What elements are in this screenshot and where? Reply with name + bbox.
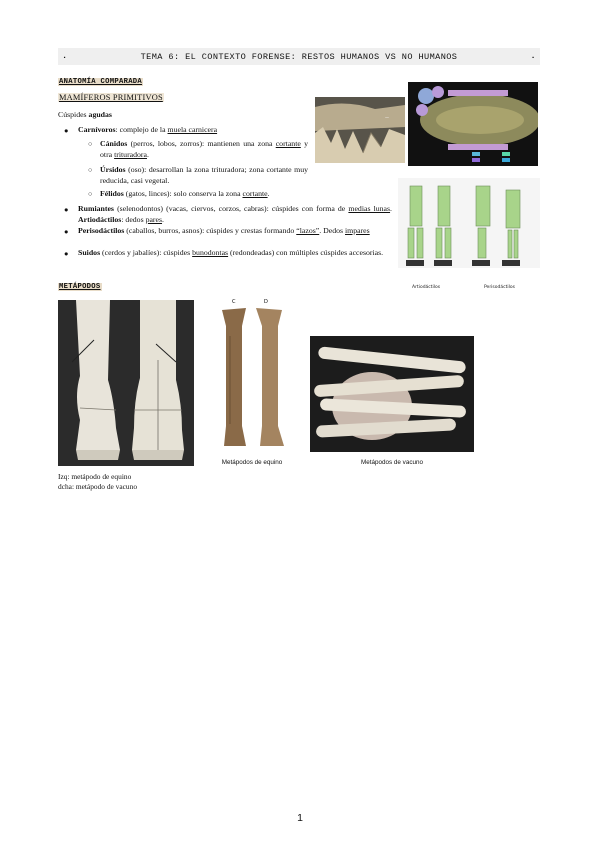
text-perisodactilos-2: . Dedos	[319, 226, 345, 235]
header-dot-right: .	[530, 51, 536, 61]
text-carnivoros: : complejo de la	[115, 125, 168, 134]
list-item-perisodactilos	[78, 226, 392, 237]
text-ursidos: (oso): desarrollan la zona trituradora; zona cortante muy reducida, casi vegetal.	[100, 165, 308, 185]
caption-left-2: dcha: metápodo de vacuno	[58, 482, 138, 491]
bullet-dot: ●	[64, 205, 69, 214]
document-header	[58, 48, 540, 65]
list-item-suidos	[78, 248, 392, 259]
underline-medias-lunas: medias lunas	[348, 204, 391, 213]
foot-bones-diagram	[398, 178, 540, 290]
underline-cortante-felidos: cortante	[242, 189, 268, 198]
foot-label-periso: Perisodáctilos	[484, 285, 515, 290]
term-rumiantes: Rumiantes	[78, 204, 114, 213]
underline-cortante: cortante	[275, 139, 301, 148]
underline-bunodontas: bunodontas	[192, 248, 229, 257]
svg-text:—: —	[385, 115, 389, 120]
text-suidos-1: (cerdos y jabalíes): cúspides	[100, 248, 193, 257]
caption-equino: Metápodos de equino	[221, 459, 283, 466]
term-perisodactilos: Perisodáctilos	[78, 226, 125, 235]
caption-vacuno: Metápodos de vacuno	[361, 459, 423, 466]
header-title: TEMA 6: EL CONTEXTO FORENSE: RESTOS HUMANOS VS NO HUMANOS	[140, 52, 458, 62]
list-item-rumiantes	[78, 204, 392, 225]
bullet-dot: ●	[64, 227, 69, 236]
term-artiodactilos: Artiodáctilos	[78, 214, 122, 224]
foot-label-artio: Artiodáctilos	[412, 285, 441, 290]
list-item-ursidos	[100, 165, 308, 186]
term-felidos: Félidos	[100, 189, 124, 198]
text-rumiantes-1: (selenodontos) (vacas, ciervos, corzos, cabras): cúspides con forma de	[113, 204, 349, 213]
skull-palate-photo	[408, 82, 538, 166]
list-item-carnivoros	[78, 125, 308, 136]
bullet-dot: ●	[64, 126, 69, 135]
text-rumiantes-2: .	[390, 204, 392, 213]
text-canidos-2: y otra	[100, 139, 308, 159]
carnassial-teeth-photo	[315, 97, 405, 163]
equine-metapods-photo	[212, 296, 292, 454]
header-dot-left: .	[62, 51, 68, 61]
text-perisodactilos-1: (caballos, burros, asnos): cúspides y crestas formando	[124, 226, 297, 235]
caption-left-1: Izq: metápodo de equino	[58, 472, 132, 481]
list-item-canidos	[100, 139, 308, 160]
sub-bullet: ○	[88, 166, 93, 174]
underline-impares: impares	[345, 226, 370, 235]
page-number: 1	[297, 812, 303, 824]
section-heading-metapodos: METÁPODOS	[59, 283, 101, 291]
text-canidos-3: .	[146, 149, 149, 159]
underline-lazos: “lazos”	[296, 226, 320, 235]
text-rumiantes-3: : dedos	[121, 214, 146, 224]
list-item-felidos	[100, 189, 315, 200]
intro-bold: agudas	[88, 110, 112, 119]
text-suidos-2: (redondeadas) con múltiples cúspides accesorias.	[228, 248, 384, 257]
term-carnivoros: Carnívoros	[78, 125, 116, 134]
underline-trituradora: trituradora	[114, 149, 147, 159]
text-canidos-1: (perros, lobos, zorros): mantienen una zona	[127, 139, 276, 148]
section-heading-anatomia: ANATOMÍA COMPARADA	[59, 78, 143, 86]
underline-muela: muela carnicera	[167, 125, 218, 134]
sub-bullet: ○	[88, 140, 93, 148]
metapod-xray-photo	[58, 300, 194, 466]
bullet-dot: ●	[64, 249, 69, 258]
sub-bullet: ○	[88, 190, 93, 198]
bovine-metapods-photo	[310, 336, 474, 452]
intro-pre: Cúspides	[58, 110, 89, 119]
label-c: C	[232, 299, 236, 305]
subheading-mamiferos: MAMÍFEROS PRIMITIVOS	[59, 93, 163, 102]
text-rumiantes-4: .	[162, 214, 164, 224]
underline-pares: pares	[145, 214, 163, 224]
label-d: D	[264, 299, 268, 305]
text-felidos-1: (gatos, linces): solo conserva la zona	[123, 189, 243, 198]
text-felidos-2: .	[267, 189, 270, 198]
term-canidos: Cánidos	[100, 139, 128, 148]
term-suidos: Suidos	[78, 248, 101, 257]
term-ursidos: Úrsidos	[100, 165, 126, 174]
intro-line	[58, 110, 112, 121]
